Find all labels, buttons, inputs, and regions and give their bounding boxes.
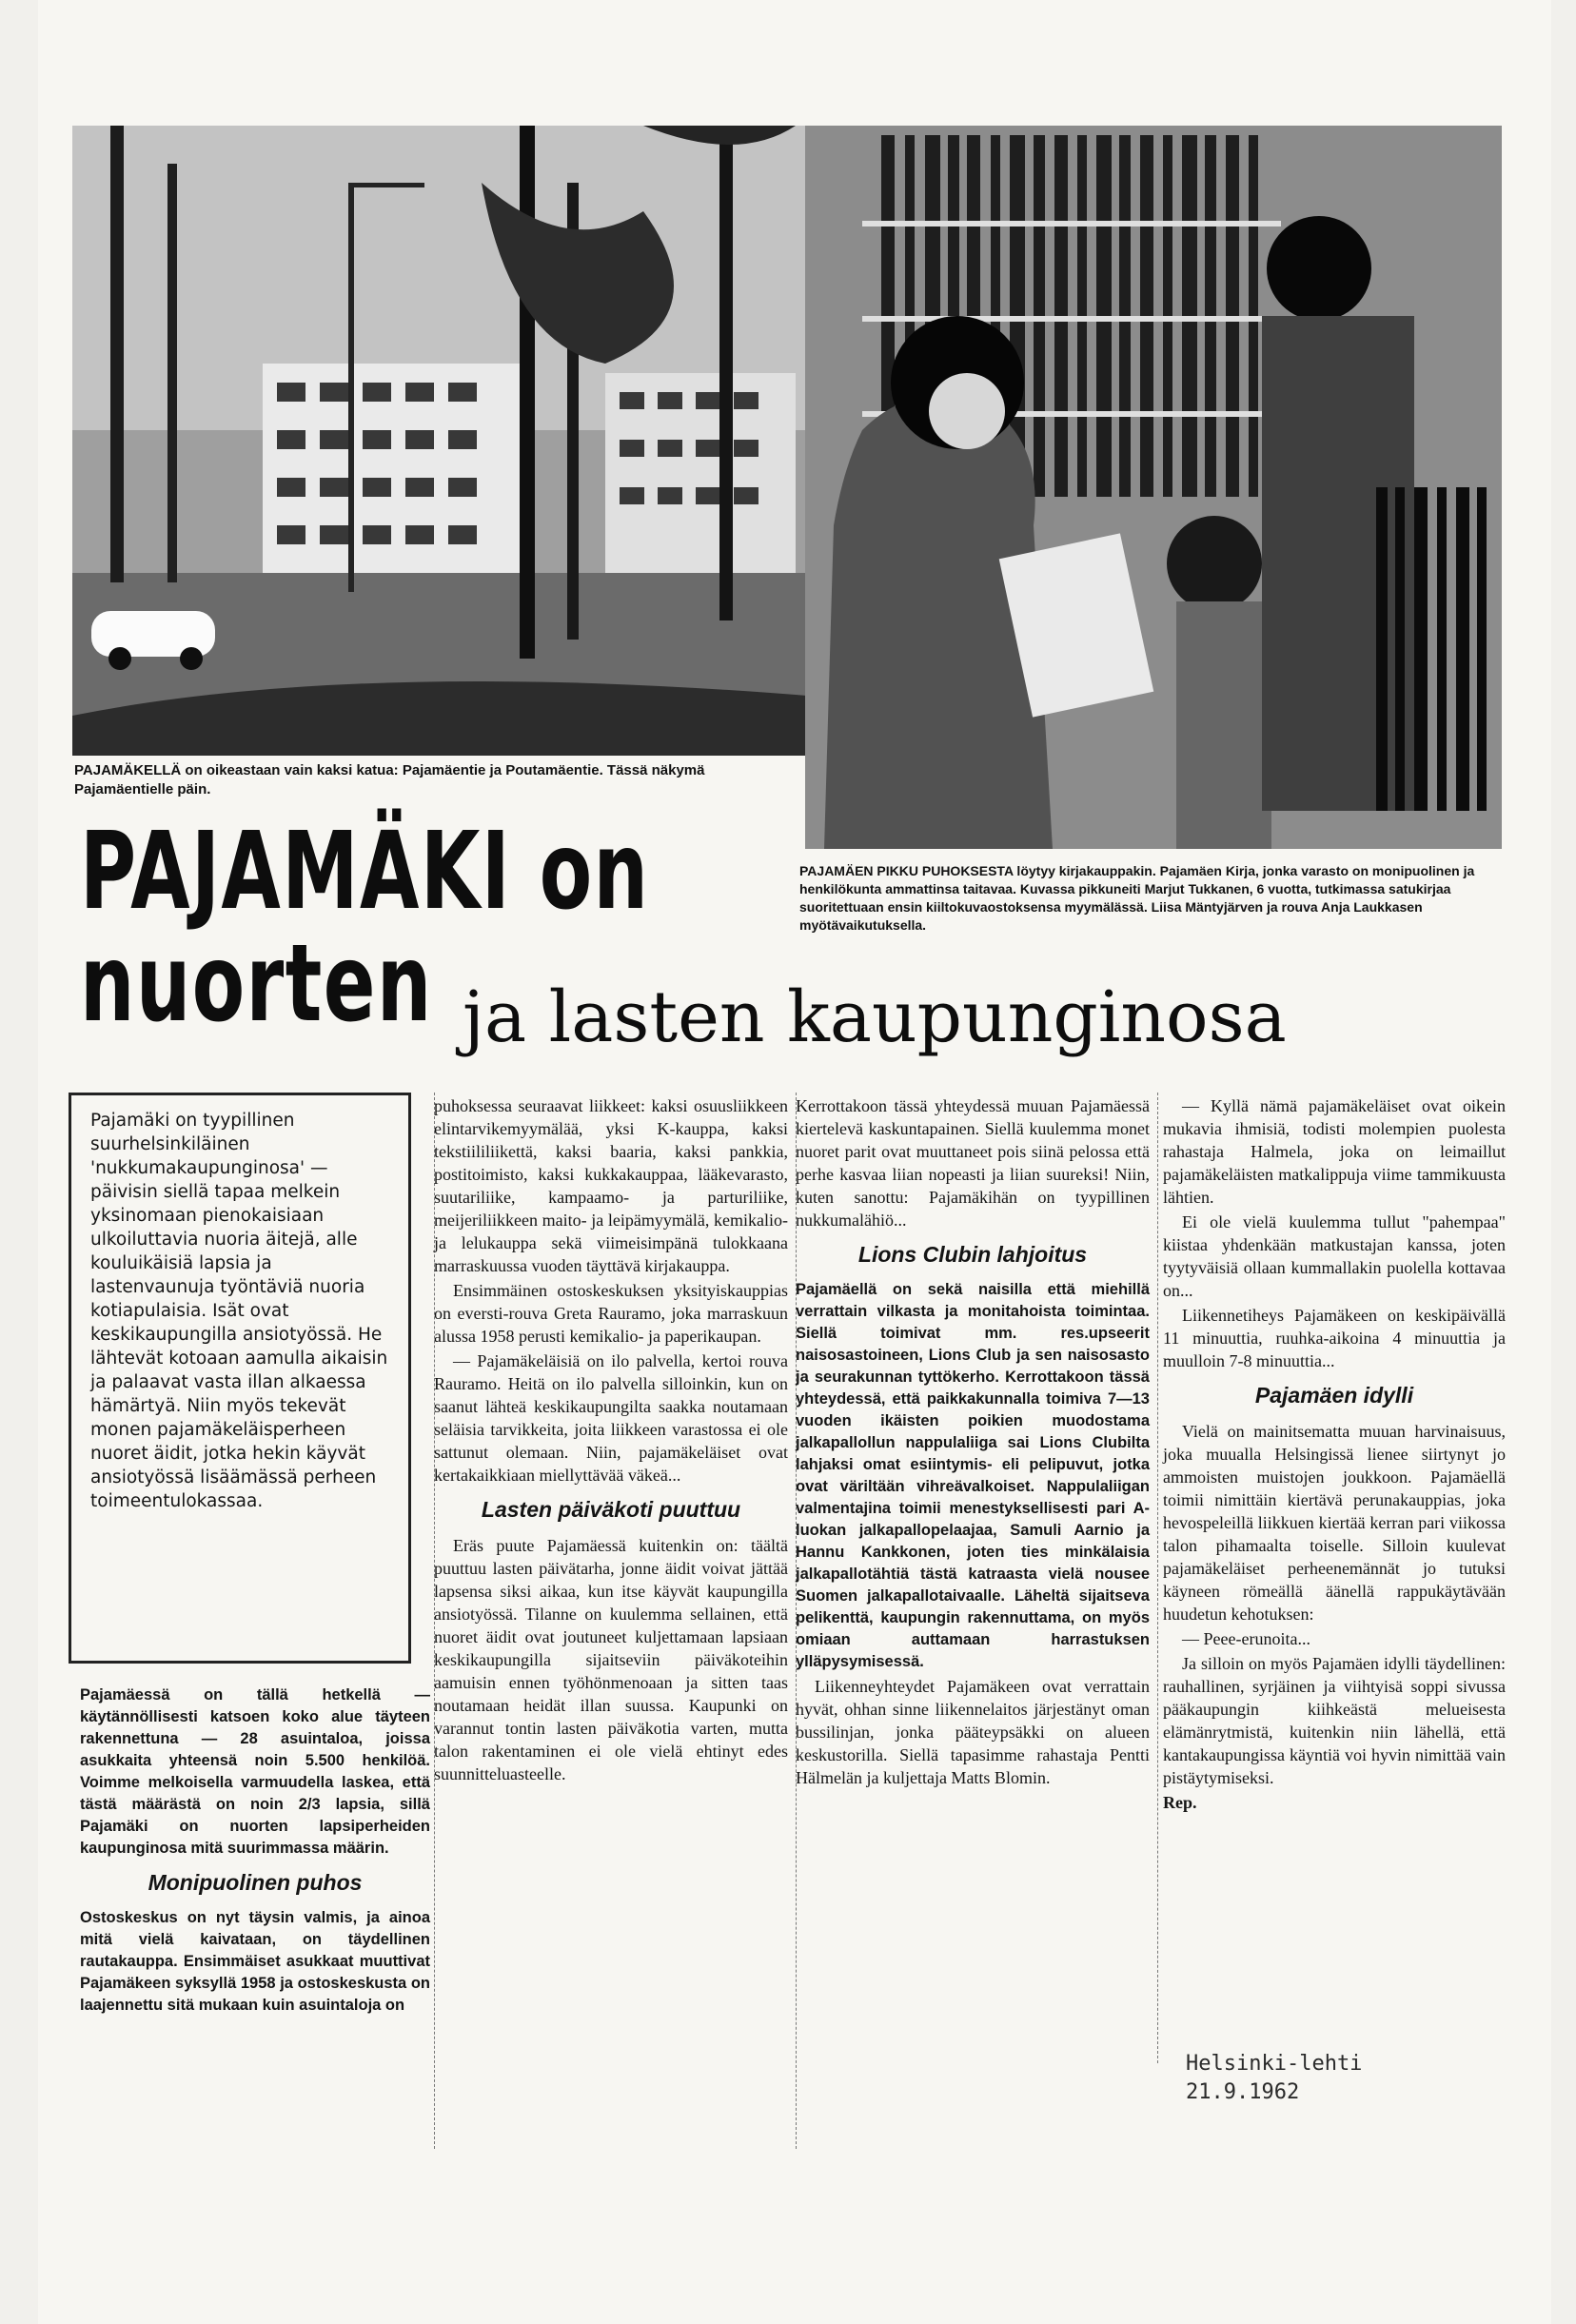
column-1 [80, 1684, 430, 2019]
col3-para-1: Kerrottakoon tässä yhteydessä muuan Pajamäessä kiertelevä kaskuntapainen. Siellä kuulemma monet nuoret parit ovat muuttaneet pois siinä pelossa että perhe kasvaa liian nopeasti ja liian suureksi! Niin, kuten sanottu: Pajamäkihän on tyypillinen nukkumalähiö... [796, 1096, 1150, 1230]
street-photo [72, 126, 818, 756]
column-2 [434, 1094, 788, 1787]
headline-line2-start: nuorten [80, 922, 433, 1046]
col4-para-4: Vielä on mainitsematta muuan harvinaisuus, joka muualla Helsingissä lienee siirtynyt jo ammoisten muistojen joukkoon. Pajamäellä toimii nimittäin kiertävä perunakauppias, joka hevospeleillä liikkuen kiertää kerran pari viikossa talon pihamaalta toiselle. Silloin kuulevat pajamäkeläiset perheenemännät jo tutuksi käyneen römeällä äänellä rappukäytävään huudetun kehotuksen: [1163, 1422, 1506, 1624]
col2-para-2: Ensimmäinen ostoskeskuksen yksityiskauppias on eversti-rouva Greta Rauramo, joka marraskuun alussa 1958 perusti kemikalio- ja paperikaupan. [434, 1281, 788, 1346]
bookshop-photo-caption: PAJAMÄEN PIKKU PUHOKSESTA löytyy kirjakauppakin. Pajamäen Kirja, jonka varasto on monipuolinen ja henkilökunta ammattinsa taitavaa. Kuvassa pikkuneiti Marjut Tukkanen, 6 vuotta, tutkimassa satukirjaa suoritettuaan ensin kiiltokuvaostoksensa myymälässä. Liisa Mäntyjärven ja rouva Anja Laukkasen myötävaikutuksella. [799, 863, 1475, 933]
headline-line2-end: ja lasten kaupunginosa [463, 976, 1287, 1058]
intro-text: Pajamäki on tyypillinen suurhelsinkiläinen 'nukkumakaupunginosa' — päivisin siellä tapaa melkein yksinomaan pienokaisiaan ulkoiluttavia nuoria äitejä, alle kouluikäisiä lapsia ja lastenvaunuja työntäviä nuoria kotiapulaisia. Isät ovat keskikaupungilla ansiotyössä. He lähtevät kotoaan aamulla aikaisin ja palaavat vasta illan alkaessa hämärtyä. Niin myös tekevät monen pajamäkeläisperheen nuoret äidit, jotka hekin käyvät ansiotyössä lisäämässä perheen toimeentulokassaa. [90, 1111, 388, 1511]
headline-line1: PAJAMÄKI on [80, 810, 650, 934]
col4-para-6: Ja silloin on myös Pajamäen idylli täydellinen: rauhallinen, syrjäinen ja viihtyisä soppi sivussa pääkaupungin kiihkeästä melueisesta elämänrytmistä, kuitenkin niin lähellä, että kantakaupungissa käyntiä voi hyvin nimittää vain pistäytymiseksi. [1163, 1654, 1506, 1787]
col1-para: Ostoskeskus on nyt täysin valmis, ja ainoa mitä vielä kaivataan, on täydellinen rautakauppa. Ensimmäiset asukkaat muuttivat Pajamäkeen syksyllä 1958 ja ostoskeskusta on laajennettu sitä mukaan kuin asuintaloja on [80, 1909, 430, 2014]
source-annotation [1186, 2050, 1362, 2107]
col3-para-3: Liikenneyhteydet Pajamäkeen ovat verrattain hyvät, ohhan sinne liikennelaitos järjestänyt oman bussilinjan, jonka pääteypsäkki on alueen keskustorilla. Siellä tapasimme rahastaja Pentti Hälmelän ja kuljettaja Matts Blomin. [796, 1677, 1150, 1787]
col2-para-3: — Pajamäkeläisiä on ilo palvella, kertoi rouva Rauramo. Heitä on ilo palvella silloinkin, kun on saanut lähteä keskikaupungilta saakka noutamaan seläisia tarvikkeita, joita liikkeen varastossa ei ole sattunut olemaan. Niin, pajamäkeläiset ovat kertakaikkiaan miellyttävää väkeä... [434, 1351, 788, 1485]
col1-bold-para: Pajamäessä on tällä hetkellä — käytännöllisesti katsoen koko alue täyteen rakennettuna — 28 asuintaloa, joissa asukkaita yhteensä noin 5.500 henkilöä. Voimme melkoisella varmuudella laskea, että tästä määrästä on noin 2/3 lapsia, sillä Pajamäki on nuorten lapsiperheiden kaupunginosa mitä suurimmassa määrin. [80, 1686, 430, 1857]
reporter-signature: Rep. [1163, 1793, 1197, 1812]
col4-para-5: — Peee-erunoita... [1182, 1629, 1310, 1648]
bookshop-photo [805, 126, 1502, 849]
col3-subhead: Lions Clubin lahjoitus [857, 1242, 1088, 1267]
street-photo-caption: PAJAMÄKELLÄ on oikeastaan vain kaksi katua: Pajamäentie ja Poutamäentie. Tässä näkymä Pajamäentielle päin. [74, 762, 705, 798]
column-divider-3 [1157, 1093, 1158, 2063]
column-4 [1163, 1094, 1506, 1816]
col2-subhead: Lasten päiväkoti puuttuu [481, 1497, 741, 1522]
source-date: 21.9.1962 [1186, 2080, 1300, 2104]
col1-subhead: Monipuolinen puhos [148, 1870, 363, 1895]
intro-box [69, 1093, 411, 1664]
col4-para-3: Liikennetiheys Pajamäkeen on keskipäivällä 11 minuuttia, ruuhka-aikoina 4 minuuttia ja muulloin 7-8 minuuttia... [1163, 1306, 1506, 1370]
col2-para-4: Eräs puute Pajamäessä kuitenkin on: täältä puuttuu lasten päivätarha, jonne äidit voivat jättää lapsensa siksi aikaa, kun itse käyvät kaupungilla ansiotyössä. Tilanne on kuulemma sellainen, että nuoret äidit ovat joutuneet kuljettamaan lapsiaan keskikaupungilla sijaitseviin päiväkoteihin aamuisin ennen työhönmenoaan ja sitten taas noutamaan heidät illan suussa. Kaupunki on varannut tontin lasten päiväkotia varten, mutta talon rakentaminen ei ole vielä ehtinyt edes suunnitteluasteelle. [434, 1536, 788, 1783]
col4-para-2: Ei ole vielä kuulemma tullut "pahempaa" kiistaa yhdenkään matkustajan kanssa, joten tyytyväisiä ollaan kummallakin puolella kottavaa on... [1163, 1212, 1506, 1300]
column-3 [796, 1094, 1150, 1791]
source-publication: Helsinki-lehti [1186, 2052, 1363, 2076]
col3-para-2: Pajamäellä on sekä naisilla että miehillä verrattain vilkasta ja monitahoista toimintaa. Siellä toimivat mm. res.upseerit naisosastoineen, Lions Club ja sen naisosasto ja seurakunnan tyttökerho. Kerrottakoon tässä yhteydessä, että paikkakunnalla toimiva 7—13 vuoden ikäisten poikien muodostama jalkapallollun nappulaliiga sai Lions Clubilta lahjaksi omat esiintymis- eli pelipuvut, jotka ovat väriltään vihreävalkoiset. Nappulaliigan valmentajina toimii menestyksellisesti pari A-luokan jalkapallopelaajaa, Samuli Aarnio ja Hannu Kankkonen, joten ties minkälaisia jalkapallotähtiä tästä katraasta vielä nousee Suomen jalkapallotaivaalle. Läheltä sijaitseva pelikenttä, kaupungin rakennuttama, on myös omiaan auttamaan harrastuksen ylläpysymisessä. [796, 1281, 1150, 1670]
col4-subhead: Pajamäen idylli [1254, 1383, 1414, 1408]
col4-para-1: — Kyllä nämä pajamäkeläiset ovat oikein mukavia ihmisiä, todisti molempien puolesta rahastaja Halmela, joka on leimaillut pajamäkeläisten matkalippuja viime tammikuusta lähtien. [1163, 1096, 1506, 1207]
col2-para-1: puhoksessa seuraavat liikkeet: kaksi osuusliikkeen elintarvikemyymälää, yksi K-kauppa, kaksi tekstiililiikettä, kaksi baaria, kaksi pankkia, postitoimisto, kaksi kukkakauppaa, lääkevarasto, suutariliike, kampaamo- ja parturiliike, meijeriliikkeen maito- ja leipämyymälä, kemikalio- ja lelukauppa sekä viimeisimpänä tulokkaana marraskuussa vuoden täyttävä kirjakauppa. [434, 1096, 788, 1275]
